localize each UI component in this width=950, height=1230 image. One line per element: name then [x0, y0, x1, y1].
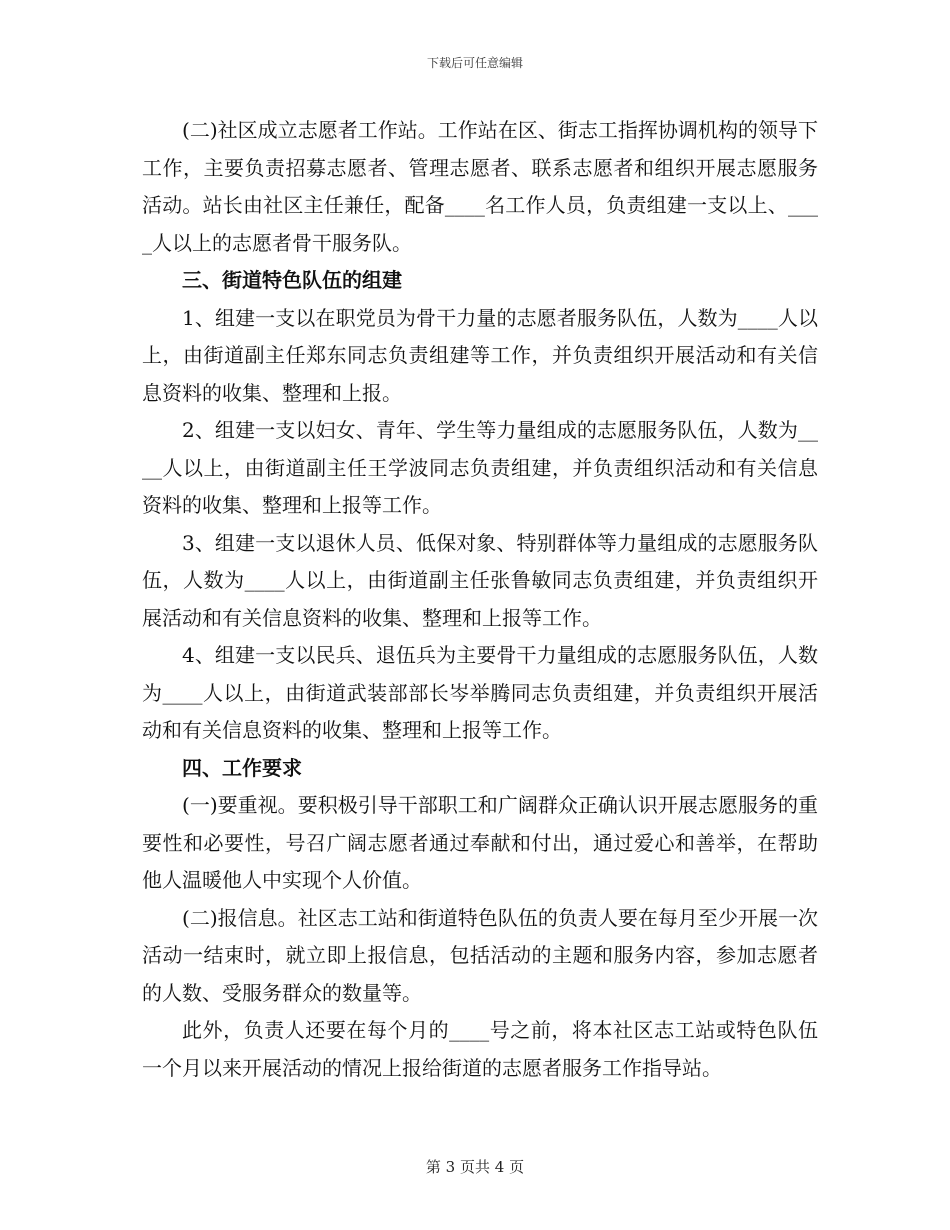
section-heading-work-requirements: 四、工作要求 — [182, 755, 302, 780]
paragraph-requirement-2: (二)报信息。社区志工站和街道特色队伍的负责人要在每月至少开展一次活动一结束时，就立即上报信息，包括活动的主题和服务内容，参加志愿者的人数、受服务群众的数量等。 — [142, 905, 818, 1005]
paragraph-item-2: 2、组建一支以妇女、青年、学生等力量组成的志愿服务队伍，人数为____人以上，由街道副主任王学波同志负责组建，并负责组织活动和有关信息资料的收集、整理和上报等工作。 — [142, 418, 818, 517]
paragraph-item-4: 4、组建一支以民兵、退伍兵为主要骨干力量组成的志愿服务队伍，人数为____人以上，由街道武装部部长岑举腾同志负责组建，并负责组织开展活动和有关信息资料的收集、整理和上报等工作。 — [142, 643, 818, 742]
paragraph-requirement-1: (一)要重视。要积极引导干部职工和广阔群众正确认识开展志愿服务的重要性和必要性，号召广阔志愿者通过奉献和付出，通过爱心和善举，在帮助他人温暖他人中实现个人价值。 — [142, 793, 818, 892]
paragraph-additional-note: 此外，负责人还要在每个月的____号之前，将本社区志工站或特色队伍一个月以来开展活动的情况上报给街道的志愿者服务工作指导站。 — [142, 1018, 818, 1080]
section-heading-street-teams: 三、街道特色队伍的组建 — [182, 268, 402, 292]
paragraph-item-1: 1、组建一支以在职党员为骨干力量的志愿者服务队伍，人数为____人以上，由街道副主任郑东同志负责组建等工作，并负责组织开展活动和有关信息资料的收集、整理和上报。 — [142, 305, 818, 405]
paragraph-volunteer-station: (二)社区成立志愿者工作站。工作站在区、街志工指挥协调机构的领导下工作，主要负责招募志愿者、管理志愿者、联系志愿者和组织开展志愿服务活动。站长由社区主任兼任，配备____名工作人员，负责组建一支以上、____人以上的志愿者骨干服务队。 — [142, 118, 818, 255]
document-body — [142, 112, 818, 1087]
paragraph-item-3: 3、组建一支以退休人员、低保对象、特别群体等力量组成的志愿服务队伍，人数为____人以上，由街道副主任张鲁敏同志负责组建，并负责组织开展活动和有关信息资料的收集、整理和上报等工作。 — [142, 530, 818, 630]
page-footer: 第 3 页共 4 页 — [425, 1158, 525, 1176]
page-header: 下载后可任意编辑 — [426, 56, 523, 70]
